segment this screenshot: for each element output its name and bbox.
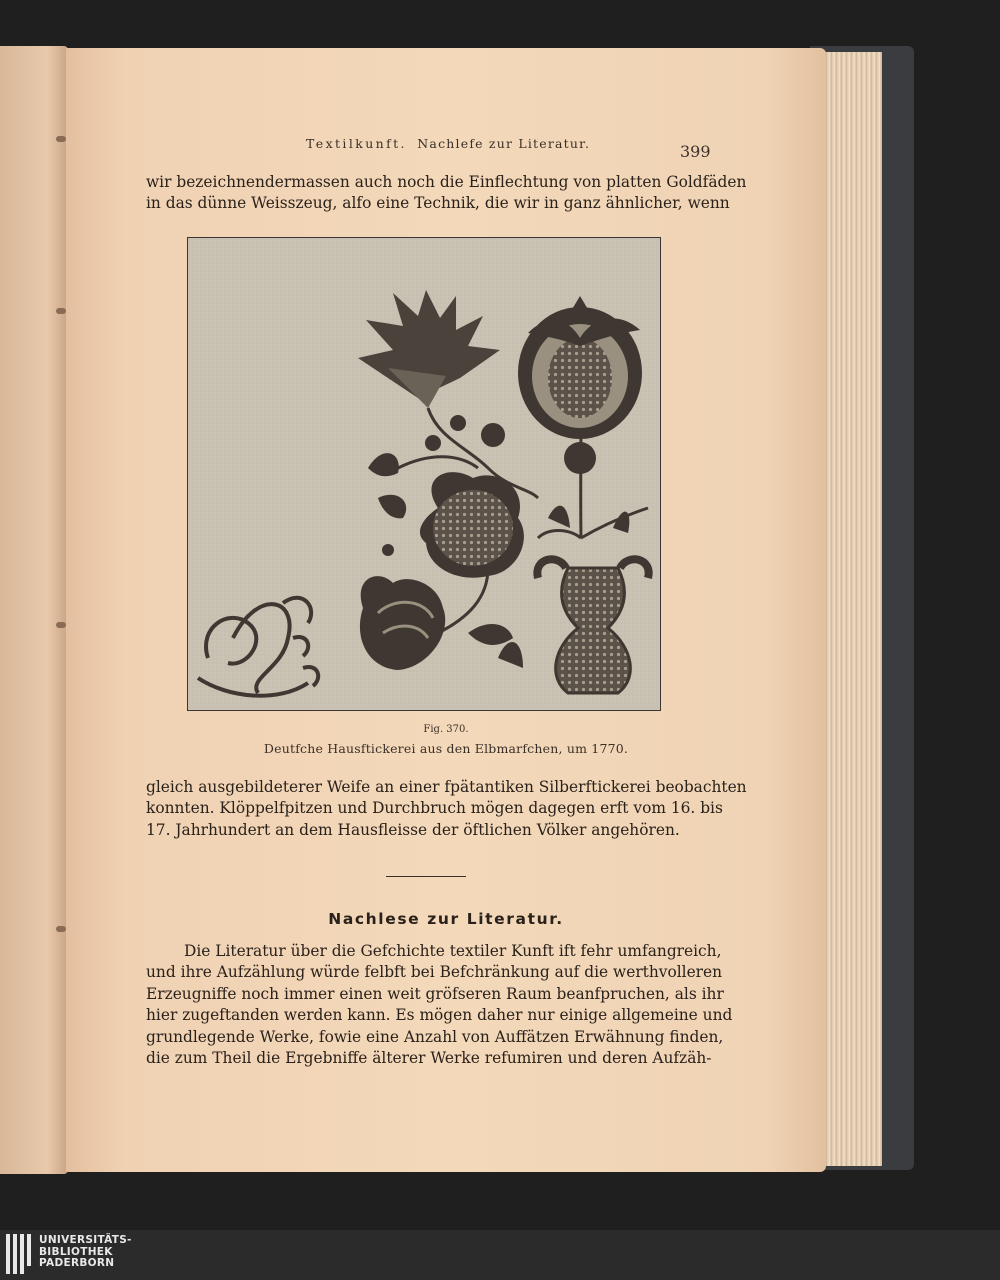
embroidery-figure xyxy=(187,237,661,711)
logo-line: BIBLIOTHEK xyxy=(39,1245,113,1258)
book-page xyxy=(66,48,826,1172)
embroidery-illustration xyxy=(188,238,660,710)
figure-label: Fig. 370. xyxy=(423,724,469,735)
library-logo-text xyxy=(39,1235,132,1270)
text-line: und ihre Aufzählung würde felbft bei Befchränkung auf die werthvolleren xyxy=(146,963,723,982)
logo-line: UNIVERSITÄTS- xyxy=(39,1234,132,1246)
running-head-subsection: Nachlefe zur Literatur. xyxy=(417,136,591,151)
page-number: 399 xyxy=(680,142,711,161)
text-line: Erzeugniffe noch immer einen weit gröfseren Raum beanfpruchen, als ihr xyxy=(146,984,724,1003)
text-line: hier zugeftanden werden kann. Es mögen daher nur einige allgemeine und xyxy=(146,1006,733,1025)
figure-caption: Deutfche Hausftickerei aus den Elbmarfchen, um 1770. xyxy=(263,741,629,756)
binding-stitch xyxy=(56,622,66,628)
text-line: wir bezeichnendermassen auch noch die Einflechtung von platten Goldfäden xyxy=(146,173,747,191)
library-logo-icon xyxy=(6,1234,31,1274)
text-line: gleich ausgebildeterer Weife an einer fpätantiken Silberftickerei beobachten xyxy=(146,778,747,796)
text-line: Die Literatur über die Gefchichte textiler Kunft ift fehr umfangreich, xyxy=(184,942,722,960)
running-head-section: Textilkunft. xyxy=(306,136,407,151)
page-edges xyxy=(818,52,882,1166)
section-title: Nachlese zur Literatur. xyxy=(328,910,564,928)
text-line: grundlegende Werke, fowie eine Anzahl von Auffätzen Erwähnung finden, xyxy=(146,1027,724,1046)
binding-stitch xyxy=(56,926,66,932)
paragraph-bottom xyxy=(146,941,733,1069)
text-line: 17. Jahrhundert an dem Hausfleisse der öftlichen Völker angehören. xyxy=(146,820,680,839)
footer-bar xyxy=(0,1230,1000,1280)
binding-stitch xyxy=(56,308,66,314)
basket-flower xyxy=(420,472,524,578)
logo-line: PADERBORN xyxy=(39,1257,115,1269)
paragraph-top xyxy=(146,172,747,215)
text-line: in das dünne Weisszeug, alfo eine Technik, die wir in ganz ähnlicher, wenn xyxy=(146,194,730,213)
running-head xyxy=(306,136,590,151)
paragraph-middle xyxy=(146,777,747,841)
library-logo[interactable] xyxy=(6,1234,132,1274)
text-line: die zum Theil die Ergebniffe älterer Werke refumiren und deren Aufzäh- xyxy=(146,1049,712,1068)
text-line: konnten. Klöppelfpitzen und Durchbruch mögen dagegen erft vom 16. bis xyxy=(146,799,723,818)
left-page-edge xyxy=(0,46,68,1174)
binding-stitch xyxy=(56,136,66,142)
section-divider xyxy=(386,876,466,877)
